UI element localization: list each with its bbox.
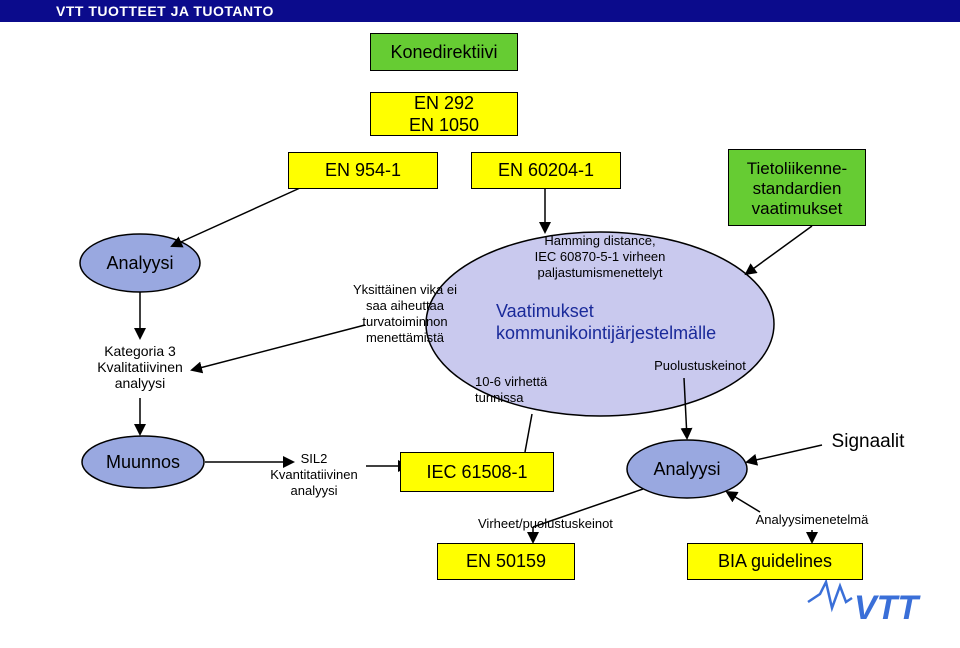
header-title: VTT TUOTTEET JA TUOTANTO xyxy=(56,3,274,19)
kategoria-label: Kategoria 3 Kvalitatiivinen analyysi xyxy=(97,343,183,391)
bia-box xyxy=(687,543,863,580)
konedirektiivi-label: Konedirektiivi xyxy=(390,41,498,62)
arrow-analyysimenetelma-analyysi xyxy=(727,492,760,512)
en50159-box xyxy=(437,543,575,580)
bia-label: BIA guidelines xyxy=(717,551,833,571)
vtt-logo-text: VTT xyxy=(854,589,919,627)
analyysi-top-text: Analyysi xyxy=(106,252,174,273)
en954-box xyxy=(288,152,438,189)
arrow-tietoliikenne xyxy=(746,226,812,274)
tietoliikenne-box xyxy=(728,149,866,226)
en292-box xyxy=(370,92,518,136)
vtt-logo-wave xyxy=(808,582,852,608)
en292-label: EN 292 EN 1050 xyxy=(408,93,480,135)
line-iec-ellipse xyxy=(525,414,532,452)
en60204-box xyxy=(471,152,621,189)
iec61508-box xyxy=(400,452,554,492)
arrow-en954-analyysi xyxy=(172,188,300,246)
analyysimenetelma-label: Analyysimenetelmä xyxy=(755,512,869,527)
muunnos-text: Muunnos xyxy=(105,451,181,472)
iec61508-label: IEC 61508-1 xyxy=(426,461,528,482)
arrow-signaalit-analyysi xyxy=(747,445,822,462)
en50159-label: EN 50159 xyxy=(465,551,547,571)
tietoliikenne-label: Tietoliikenne- standardien vaatimukset xyxy=(746,158,848,218)
en60204-label: EN 60204-1 xyxy=(497,160,595,180)
virhetta-label: 10-6 virhettä tunnissa xyxy=(475,374,548,405)
signaalit-label: Signaalit xyxy=(831,431,905,452)
en954-label: EN 954-1 xyxy=(324,160,402,180)
virheet-label: Virheet/puolustuskeinot xyxy=(478,516,613,531)
konedirektiivi-box xyxy=(370,33,518,71)
sil2-label: SIL2 Kvantitatiivinen analyysi xyxy=(270,451,358,498)
yksittainen-label: Yksittäinen vika ei saa aiheuttaa turvatoiminnon menettämistä xyxy=(352,282,458,345)
puolustuskeinot-label: Puolustuskeinot xyxy=(654,358,746,373)
analyysi-bottom-text: Analyysi xyxy=(653,458,721,479)
hamming-label: Hamming distance, IEC 60870-5-1 virheen paljastumismenettelyt xyxy=(534,233,666,280)
vaatimukset-label: Vaatimukset kommunikointijärjestelmälle xyxy=(496,301,717,343)
